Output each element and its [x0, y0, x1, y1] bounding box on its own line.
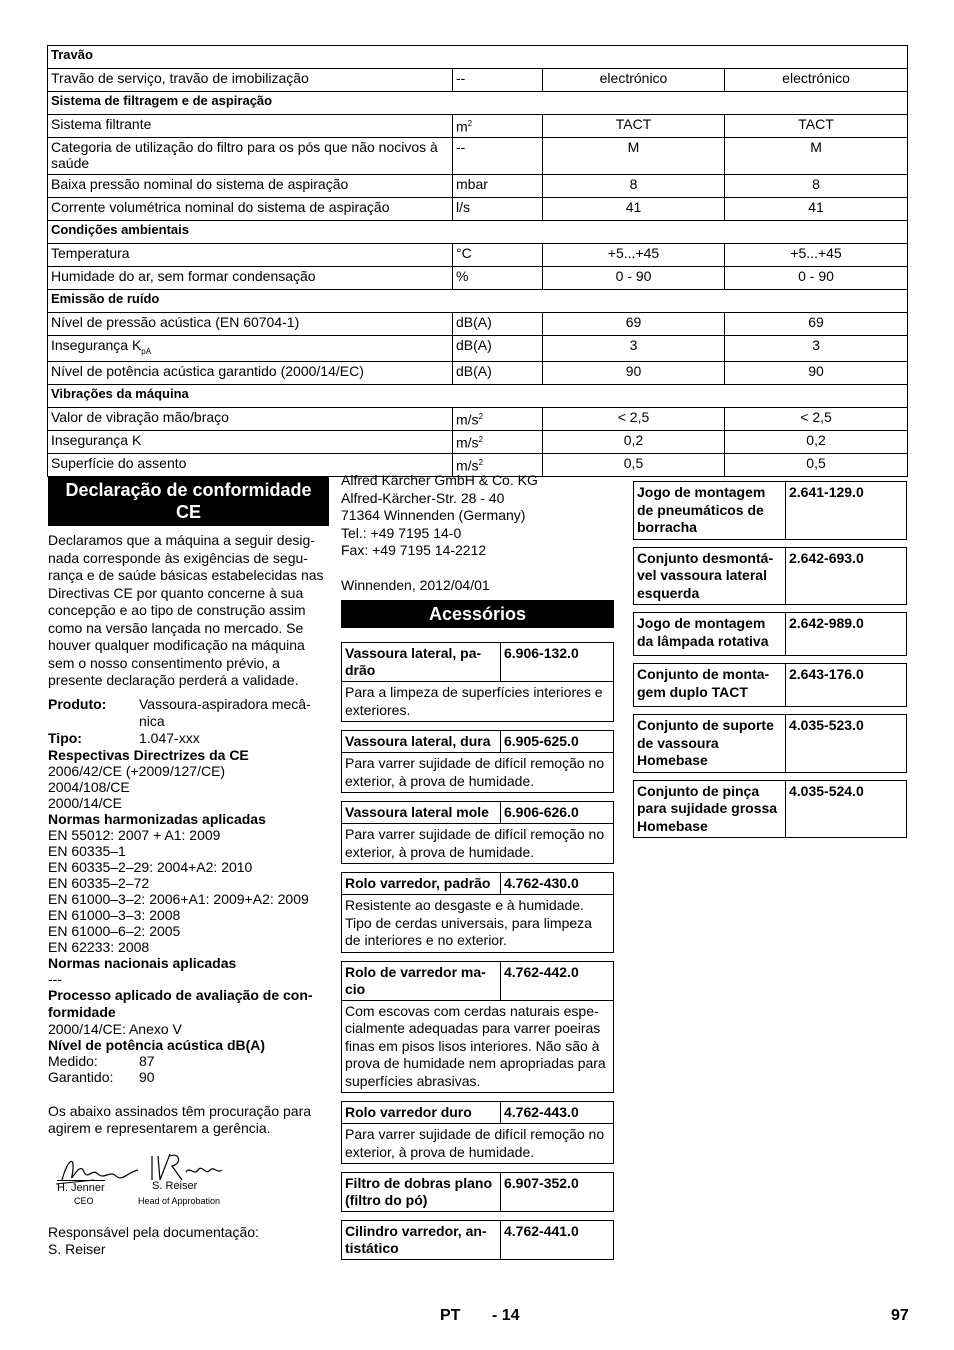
accessory-item	[633, 481, 907, 540]
company-address	[341, 472, 614, 560]
spec-value-1: 69	[543, 313, 725, 336]
directive-item: 2006/42/CE (+2009/127/CE)	[48, 762, 226, 779]
spec-value-1: TACT	[543, 115, 725, 138]
spec-value-1: electrónico	[543, 69, 725, 92]
spec-unit-text: l/s	[456, 199, 470, 215]
spec-table	[47, 45, 908, 477]
accessory-header	[342, 873, 613, 895]
harmonized-norm-item: EN 55012: 2007 + A1: 2009	[48, 826, 221, 843]
accessory-part-number: 6.906-626.0	[504, 804, 579, 820]
guaranteed-row	[48, 1069, 329, 1085]
spec-unit-text: dB(A)	[456, 314, 492, 330]
procedure-heading: Processo aplicado de avaliação de conformidade	[48, 986, 313, 1020]
spec-unit-text: m/s	[456, 457, 479, 474]
accessory-part-number: 4.035-523.0	[789, 717, 864, 733]
doc-responsible-name: S. Reiser	[48, 1241, 106, 1257]
measured-value: 87	[139, 1052, 155, 1069]
directives-list	[48, 763, 329, 811]
doc-responsible-label: Responsável pela documentação:	[48, 1223, 259, 1240]
accessory-part-number: 2.642-989.0	[789, 615, 864, 631]
accessory-name: Vassoura lateral mole	[342, 802, 501, 823]
directive-item: 2000/14/CE	[48, 794, 122, 811]
accessory-header	[342, 1173, 613, 1211]
measured-row	[48, 1053, 329, 1069]
harmonized-list	[48, 827, 329, 955]
accessory-item	[341, 961, 614, 1094]
spec-unit-text: °C	[456, 245, 472, 261]
place-date: Winnenden, 2012/04/01	[341, 576, 490, 593]
company-address-line: 71364 Winnenden (Germany)	[341, 507, 526, 523]
spec-unit-text: dB(A)	[456, 362, 492, 379]
spec-label-text: Nível de pressão acústica (EN 60704-1)	[51, 314, 300, 330]
harmonized-norm-item: EN 60335–2–72	[48, 874, 150, 891]
harmonized-norm-item: EN 62233: 2008	[48, 938, 150, 955]
spec-value-2: < 2,5	[725, 407, 908, 430]
spec-row	[48, 430, 908, 453]
spec-unit	[453, 198, 543, 221]
spec-row	[48, 138, 908, 175]
accessory-name: Cilindro varredor, antistático	[342, 1221, 501, 1259]
signer1-name: H. Jenner	[57, 1181, 105, 1194]
spec-row	[48, 267, 908, 290]
spec-row	[48, 115, 908, 138]
spec-value-1: 41	[543, 198, 725, 221]
spec-row	[48, 407, 908, 430]
spec-label	[48, 430, 453, 453]
spec-section-label: Vibrações da máquina	[48, 384, 908, 407]
spec-row	[48, 313, 908, 336]
accessories-list-right	[633, 481, 907, 838]
accessory-part-number: 6.905-625.0	[504, 733, 579, 749]
spec-value-2: 41	[725, 198, 908, 221]
harmonized-norm-item: EN 61000–6–2: 2005	[48, 922, 181, 939]
procedure-value: 2000/14/CE: Anexo V	[48, 1020, 182, 1037]
accessory-item	[341, 1172, 614, 1212]
accessory-name: Vassoura lateral, padrão	[342, 643, 501, 681]
accessory-description: Para a limpeza de superfícies interiores e exteriores.	[345, 684, 603, 718]
signatories-text: Os abaixo assinados têm procuração para agirem e representarem a gerência.	[48, 1102, 312, 1136]
spec-value-1: +5...+45	[543, 244, 725, 267]
accessory-part-number: 2.641-129.0	[789, 484, 864, 500]
harmonized-norm-item: EN 61000–3–2: 2006+A1: 2009+A2: 2009	[48, 890, 309, 907]
accessory-header	[342, 962, 613, 1001]
spec-label	[48, 198, 453, 221]
harmonized-norm-item: EN 61000–3–3: 2008	[48, 906, 181, 923]
accessory-item	[633, 663, 907, 707]
spec-unit-text: m	[456, 118, 468, 135]
spec-label-text: Travão de serviço, travão de imobilização	[51, 70, 309, 86]
spec-value-2: 8	[725, 175, 908, 198]
spec-value-1: 0 - 90	[543, 267, 725, 290]
directive-item: 2004/108/CE	[48, 778, 130, 795]
directives-heading: Respectivas Directrizes da CE	[48, 746, 249, 763]
spec-label-subscript: pA	[141, 346, 152, 356]
accessory-part-number: 4.035-524.0	[789, 782, 864, 799]
company-address-line: Alfred Kärcher GmbH & Co. KG	[341, 472, 538, 488]
spec-unit	[453, 175, 543, 198]
spec-label	[48, 407, 453, 430]
accessory-item	[341, 872, 614, 953]
accessory-description: Para varrer sujidade de difícil remoção no exterior, à prova de humidade.	[345, 1126, 605, 1160]
spec-unit	[453, 407, 543, 430]
sound-heading: Nível de potência acústica dB(A)	[48, 1036, 266, 1053]
product-label: Produto:	[48, 695, 107, 712]
spec-value-2: +5...+45	[725, 244, 908, 267]
spec-unit-text: --	[456, 139, 466, 155]
guaranteed-value: 90	[139, 1068, 155, 1085]
accessory-description: Resistente ao desgaste e à humidade. Tipo de cerdas universais, para limpeza de interiores e no exterior.	[345, 897, 592, 948]
measured-label: Medido:	[48, 1052, 98, 1069]
spec-section-label: Emissão de ruído	[48, 290, 908, 313]
accessory-name: Rolo de varredor macio	[342, 962, 501, 1000]
type-label: Tipo:	[48, 729, 82, 746]
signer2-name: S. Reiser	[152, 1179, 198, 1192]
product-row	[48, 696, 329, 730]
spec-value-1: 0,5	[543, 453, 725, 476]
company-address-line: Fax: +49 7195 14-2212	[341, 542, 487, 558]
spec-unit-superscript: 2	[478, 434, 484, 444]
type-value: 1.047-xxx	[139, 729, 200, 746]
accessory-name: Conjunto de suporte de vassoura Homebase	[634, 715, 786, 772]
harmonized-heading: Normas harmonizadas aplicadas	[48, 810, 266, 827]
spec-label	[48, 336, 453, 362]
spec-unit	[453, 244, 543, 267]
declaration-intro: Declaramos que a máquina a seguir designada corresponde às exigências de segurança e de saúde básicas estabelecidas nas Directivas CE por quanto concerne à sua concepção e ao tipo de construção assim como na versão lançada no mercado. Se houver qualquer modificação na máquina sem o nosso consentimento prévio, a presente declaração perderá a validade.	[48, 532, 324, 688]
accessory-description: Para varrer sujidade de difícil remoção no exterior, à prova de humidade.	[345, 826, 605, 860]
accessory-name: Conjunto de montagem duplo TACT	[634, 664, 786, 706]
spec-row	[48, 244, 908, 267]
accessory-name: Rolo varredor duro	[342, 1102, 501, 1123]
spec-section-label: Travão	[48, 46, 908, 69]
spec-unit-text: %	[456, 268, 469, 284]
spec-section-row	[48, 46, 908, 69]
signer2-title: Head of Approbation	[138, 1195, 221, 1206]
spec-label-text: Categoria de utilização do filtro para os pós que não nocivos à saúde	[51, 139, 438, 171]
spec-label-text: Sistema filtrante	[51, 116, 152, 132]
accessory-name: Conjunto desmontável vassoura lateral esquerda	[634, 548, 786, 605]
spec-value-1: 8	[543, 175, 725, 198]
accessory-item	[633, 780, 907, 839]
spec-value-2: M	[725, 138, 908, 175]
accessory-name: Filtro de dobras plano (filtro do pó)	[342, 1173, 501, 1211]
spec-label-text: Superfície do assento	[51, 454, 187, 471]
spec-table-body	[48, 46, 908, 477]
accessory-item	[341, 1101, 614, 1164]
spec-unit	[453, 69, 543, 92]
accessory-item	[341, 730, 614, 793]
spec-value-1: 0,2	[543, 430, 725, 453]
spec-unit-superscript: 2	[478, 411, 484, 421]
harmonized-norm-item: EN 60335–2–29: 2004+A2: 2010	[48, 858, 253, 875]
spec-unit-text: m/s	[456, 411, 479, 428]
declaration-column	[48, 476, 329, 1259]
accessory-part-number: 2.643-176.0	[789, 666, 864, 682]
spec-label-text: Temperatura	[51, 245, 130, 261]
spec-label-text: Insegurança K	[51, 431, 142, 448]
accessory-description: Para varrer sujidade de difícil remoção no exterior, à prova de humidade.	[345, 755, 605, 789]
spec-label	[48, 69, 453, 92]
accessory-part-number: 4.762-443.0	[504, 1104, 579, 1120]
national-heading: Normas nacionais aplicadas	[48, 954, 237, 971]
product-value: Vassoura-aspiradora mecânica	[139, 695, 311, 729]
spec-unit-text: m/s	[456, 434, 479, 451]
accessory-part-number: 4.762-430.0	[504, 875, 579, 891]
spec-unit-superscript: 2	[467, 119, 473, 128]
spec-unit	[453, 138, 543, 175]
spec-unit	[453, 336, 543, 362]
accessory-header	[342, 731, 613, 753]
spec-row	[48, 198, 908, 221]
spec-value-1: 90	[543, 361, 725, 384]
national-value: ---	[48, 970, 62, 987]
spec-value-1: < 2,5	[543, 407, 725, 430]
footer-page-local: - 14	[492, 1307, 520, 1324]
accessory-item	[341, 642, 614, 722]
spec-unit	[453, 267, 543, 290]
accessory-part-number: 6.907-352.0	[504, 1175, 579, 1191]
spec-label-text: Humidade do ar, sem formar condensação	[51, 268, 316, 284]
spec-label	[48, 361, 453, 384]
accessory-header	[342, 1102, 613, 1124]
spec-section-label: Condições ambientais	[48, 221, 908, 244]
spec-row	[48, 336, 908, 362]
spec-value-2: TACT	[725, 115, 908, 138]
spec-unit	[453, 115, 543, 138]
spec-section-label: Sistema de filtragem e de aspiração	[48, 92, 908, 115]
middle-column	[341, 472, 614, 1268]
spec-value-1: M	[543, 138, 725, 175]
spec-label	[48, 267, 453, 290]
harmonized-norm-item: EN 60335–1	[48, 842, 126, 859]
accessory-name: Conjunto de pinça para sujidade grossa Homebase	[634, 781, 786, 838]
spec-value-2: 90	[725, 361, 908, 384]
accessory-item	[633, 714, 907, 773]
spec-label	[48, 175, 453, 198]
spec-unit	[453, 430, 543, 453]
accessory-name: Jogo de montagem da lâmpada rotativa	[634, 613, 786, 655]
accessories-list	[341, 642, 614, 1260]
spec-unit-text: dB(A)	[456, 337, 492, 353]
spec-value-2: 0 - 90	[725, 267, 908, 290]
accessory-item	[633, 612, 907, 656]
spec-row	[48, 361, 908, 384]
spec-label-text: Baixa pressão nominal do sistema de aspiração	[51, 176, 349, 192]
spec-unit-superscript: 2	[478, 457, 484, 467]
spec-section-row	[48, 221, 908, 244]
spec-unit-text: mbar	[456, 176, 488, 192]
spec-row	[48, 175, 908, 198]
spec-value-2: 69	[725, 313, 908, 336]
accessory-header	[342, 802, 613, 824]
accessory-name: Jogo de montagem de pneumáticos de borracha	[634, 482, 786, 539]
accessory-item	[341, 1220, 614, 1260]
footer-language: PT	[440, 1307, 461, 1324]
spec-value-2: 3	[725, 336, 908, 362]
accessory-header	[342, 643, 613, 682]
company-address-line: Tel.: +49 7195 14-0	[341, 524, 462, 541]
accessories-heading: Acessórios	[341, 600, 614, 628]
accessory-header	[342, 1221, 613, 1259]
spec-section-row	[48, 384, 908, 407]
spec-section-row	[48, 92, 908, 115]
accessory-part-number: 6.906-132.0	[504, 645, 579, 661]
accessory-name: Rolo varredor, padrão	[342, 873, 501, 894]
spec-unit	[453, 361, 543, 384]
type-row	[48, 730, 329, 747]
company-address-line: Alfred-Kärcher-Str. 28 - 40	[341, 489, 505, 506]
signature-block	[48, 1150, 329, 1210]
signer1-title: CEO	[74, 1195, 94, 1206]
footer-page-global: 97	[891, 1307, 909, 1324]
guaranteed-label: Garantido:	[48, 1068, 114, 1085]
spec-label-text: Valor de vibração mão/braço	[51, 408, 229, 425]
accessory-name: Vassoura lateral, dura	[342, 731, 501, 752]
right-column	[633, 481, 907, 845]
spec-value-2: electrónico	[725, 69, 908, 92]
spec-label	[48, 115, 453, 138]
declaration-heading: Declaração de conformidade CE	[48, 476, 329, 526]
spec-unit	[453, 313, 543, 336]
accessory-part-number: 2.642-693.0	[789, 549, 864, 566]
spec-label	[48, 244, 453, 267]
spec-row	[48, 69, 908, 92]
spec-value-2: 0,2	[725, 430, 908, 453]
spec-label-text: Corrente volumétrica nominal do sistema de aspiração	[51, 199, 390, 215]
spec-value-1: 3	[543, 336, 725, 362]
spec-label-text: Nível de potência acústica garantido (2000/14/EC)	[51, 362, 364, 379]
spec-label-text: Insegurança K	[51, 337, 142, 353]
accessory-part-number: 4.762-442.0	[504, 963, 579, 980]
accessory-description: Com escovas com cerdas naturais especialmente adequadas para varrer poeiras finas em pisos lisos interiores. Não são à prova de humidade nem apropriadas para superfícies abrasivas.	[345, 1002, 606, 1089]
spec-label	[48, 138, 453, 175]
spec-value-2: 0,5	[725, 453, 908, 476]
spec-unit-text: --	[456, 70, 466, 86]
accessory-part-number: 4.762-441.0	[504, 1223, 579, 1239]
spec-section-row	[48, 290, 908, 313]
accessory-item	[341, 801, 614, 864]
accessory-item	[633, 547, 907, 606]
spec-label	[48, 313, 453, 336]
